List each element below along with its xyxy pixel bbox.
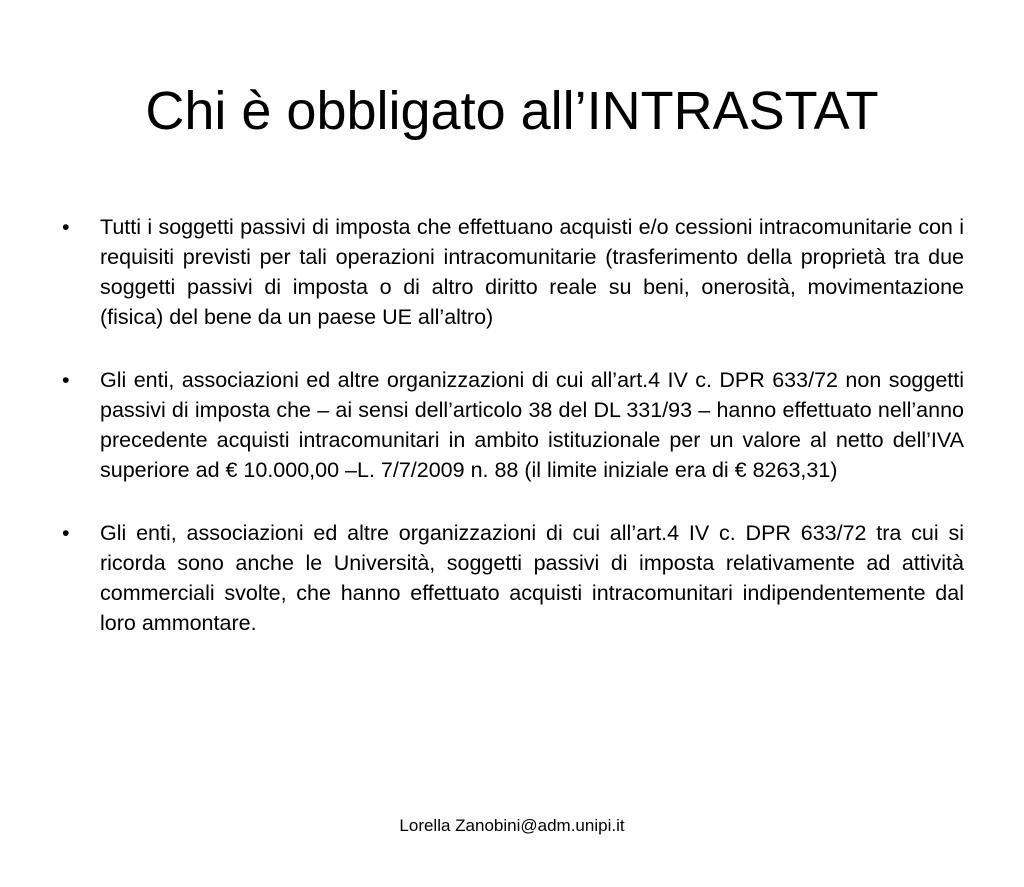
- bullet-text: Tutti i soggetti passivi di imposta che effettuano acquisti e/o cessioni intracomunitarie con i requisiti previsti per tali operazioni intracomunitarie (trasferimento della proprietà tra due soggetti passivi di imposta o di altro diritto reale su beni, onerosità, movimentazione (fisica) del bene da un paese UE all’altro): [100, 215, 964, 329]
- bullet-text: Gli enti, associazioni ed altre organizzazioni di cui all’art.4 IV c. DPR 633/72 non soggetti passivi di imposta che – ai sensi dell’articolo 38 del DL 331/93 – hanno effettuato nell’anno precedente acquisti intracomunitari in ambito istituzionale per un valore al netto dell’IVA superiore ad € 10.000,00 –L. 7/7/2009 n. 88 (il limite iniziale era di € 8263,31): [100, 368, 964, 482]
- slide-title: Chi è obbligato all’INTRASTAT: [145, 81, 879, 141]
- bullet-item-3: [62, 518, 964, 638]
- bullet-text: Gli enti, associazioni ed altre organizzazioni di cui all’art.4 IV c. DPR 633/72 tra cui si ricorda sono anche le Università, soggetti passivi di imposta relativamente ad attività commerciali svolte, che hanno effettuato acquisti intracomunitari indipendentemente dal loro ammontare.: [100, 521, 964, 635]
- bullet-item-1: [62, 212, 964, 332]
- bullet-icon: •: [62, 368, 70, 392]
- bullet-icon: •: [62, 215, 70, 239]
- bullet-item-2: [62, 365, 964, 485]
- slide-footer: Lorella Zanobini@adm.unipi.it: [399, 816, 625, 835]
- bullet-icon: •: [62, 521, 70, 545]
- bullet-list: [62, 212, 964, 638]
